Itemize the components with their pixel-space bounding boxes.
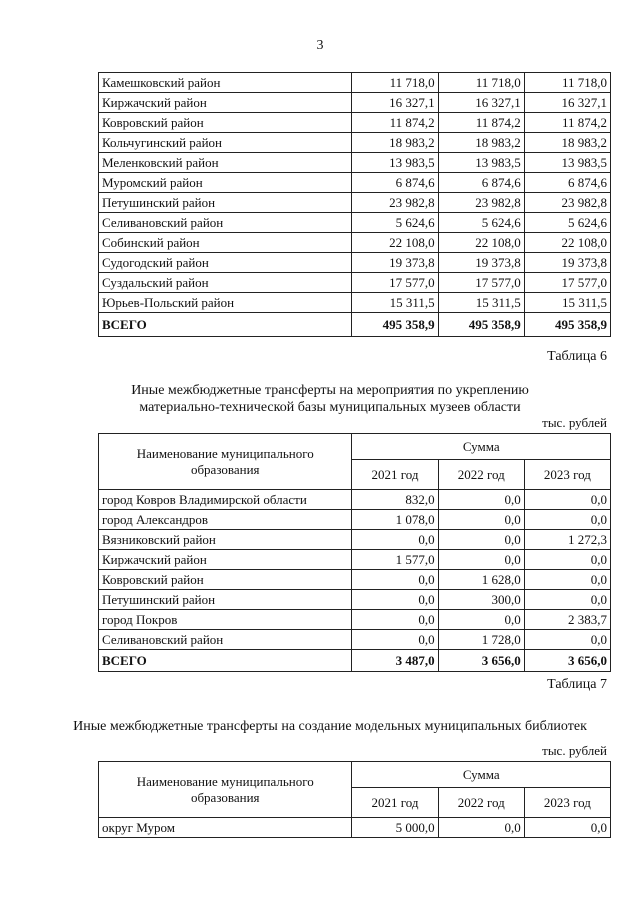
row-name: Селивановский район [99,213,352,233]
value-2023: 3 656,0 [524,650,610,672]
table-row [99,93,611,113]
value-2021: 11 718,0 [352,73,438,93]
value-2022: 0,0 [438,510,524,530]
value-2022: 0,0 [438,818,524,838]
row-name: Собинский район [99,233,352,253]
table6-title [60,382,600,416]
value-2021: 22 108,0 [352,233,438,253]
table-row [99,273,611,293]
value-2021: 13 983,5 [352,153,438,173]
row-name: Петушинский район [99,193,352,213]
value-2021: 17 577,0 [352,273,438,293]
row-name: Ковровский район [99,570,352,590]
table7-header-name: Наименование муниципального образования [99,762,352,818]
value-2022: 495 358,9 [438,313,524,337]
table7-body [99,818,611,838]
value-2021: 1 577,0 [352,550,438,570]
table6 [98,433,611,672]
value-2023: 0,0 [524,630,610,650]
value-2023: 0,0 [524,550,610,570]
row-name: Селивановский район [99,630,352,650]
row-name: Камешковский район [99,73,352,93]
table-row [99,233,611,253]
value-2023: 11 874,2 [524,113,610,133]
value-2022: 1 728,0 [438,630,524,650]
value-2021: 23 982,8 [352,193,438,213]
value-2023: 0,0 [524,570,610,590]
value-2023: 17 577,0 [524,273,610,293]
table-continuation-body [99,73,611,337]
value-2023: 13 983,5 [524,153,610,173]
row-name: округ Муром [99,818,352,838]
table-row [99,818,611,838]
table-row [99,293,611,313]
value-2023: 6 874,6 [524,173,610,193]
value-2022: 6 874,6 [438,173,524,193]
table7 [98,761,611,838]
value-2023: 18 983,2 [524,133,610,153]
value-2021: 832,0 [352,490,438,510]
value-2021: 495 358,9 [352,313,438,337]
value-2021: 6 874,6 [352,173,438,193]
row-name: Меленковский район [99,153,352,173]
value-2023: 0,0 [524,590,610,610]
value-2021: 16 327,1 [352,93,438,113]
table7-header-sum: Сумма [352,762,611,788]
value-2023: 15 311,5 [524,293,610,313]
table-row [99,570,611,590]
table6-title-line2: материально-технической базы муниципальных музеев области [139,400,521,415]
value-2022: 300,0 [438,590,524,610]
row-name: город Покров [99,610,352,630]
value-2021: 18 983,2 [352,133,438,153]
table-continuation [98,72,611,337]
value-2022: 16 327,1 [438,93,524,113]
table-row [99,510,611,530]
value-2023: 22 108,0 [524,233,610,253]
value-2023: 0,0 [524,510,610,530]
value-2022: 11 718,0 [438,73,524,93]
table6-header-2021: 2021 год [352,460,438,490]
row-name: Судогодский район [99,253,352,273]
value-2022: 3 656,0 [438,650,524,672]
value-2021: 11 874,2 [352,113,438,133]
row-name: Вязниковский район [99,530,352,550]
table-row [99,530,611,550]
value-2022: 13 983,5 [438,153,524,173]
table-row [99,113,611,133]
page-number: 3 [316,38,324,53]
table-row [99,550,611,570]
table-row [99,153,611,173]
value-2021: 3 487,0 [352,650,438,672]
value-2021: 19 373,8 [352,253,438,273]
table6-title-line1: Иные межбюджетные трансферты на мероприятия по укреплению [131,383,529,398]
table6-units: тыс. рублей [542,415,607,430]
value-2023: 5 624,6 [524,213,610,233]
table6-header-name: Наименование муниципального образования [99,434,352,490]
value-2021: 15 311,5 [352,293,438,313]
value-2022: 23 982,8 [438,193,524,213]
value-2022: 11 874,2 [438,113,524,133]
value-2022: 19 373,8 [438,253,524,273]
value-2021: 5 000,0 [352,818,438,838]
table6-header-sum: Сумма [352,434,611,460]
table7-header-2022: 2022 год [438,788,524,818]
table-row [99,490,611,510]
table7-title: Иные межбюджетные трансферты на создание модельных муниципальных библиотек [73,719,587,734]
value-2021: 0,0 [352,530,438,550]
row-name: ВСЕГО [99,313,352,337]
row-name: Киржачский район [99,93,352,113]
value-2022: 22 108,0 [438,233,524,253]
value-2022: 0,0 [438,530,524,550]
value-2022: 0,0 [438,550,524,570]
row-name: Ковровский район [99,113,352,133]
value-2023: 11 718,0 [524,73,610,93]
table_cont-total-row [99,313,611,337]
value-2023: 495 358,9 [524,313,610,337]
table-row [99,610,611,630]
table-row [99,173,611,193]
value-2022: 5 624,6 [438,213,524,233]
value-2022: 17 577,0 [438,273,524,293]
value-2023: 0,0 [524,818,610,838]
row-name: ВСЕГО [99,650,352,672]
row-name: Муромский район [99,173,352,193]
value-2022: 1 628,0 [438,570,524,590]
value-2023: 16 327,1 [524,93,610,113]
value-2023: 0,0 [524,490,610,510]
table7-caption: Таблица 7 [547,677,607,692]
value-2021: 1 078,0 [352,510,438,530]
value-2022: 0,0 [438,490,524,510]
table6-caption: Таблица 6 [547,349,607,364]
value-2023: 1 272,3 [524,530,610,550]
value-2021: 0,0 [352,590,438,610]
table6-total-row [99,650,611,672]
table-row [99,590,611,610]
value-2022: 0,0 [438,610,524,630]
value-2021: 0,0 [352,630,438,650]
value-2023: 2 383,7 [524,610,610,630]
table-row [99,133,611,153]
table7-header-2023: 2023 год [524,788,610,818]
table-row [99,253,611,273]
value-2022: 18 983,2 [438,133,524,153]
table-row [99,630,611,650]
table7-units: тыс. рублей [542,743,607,758]
table-row [99,193,611,213]
row-name: Юрьев-Польский район [99,293,352,313]
row-name: Кольчугинский район [99,133,352,153]
row-name: Суздальский район [99,273,352,293]
row-name: город Ковров Владимирской области [99,490,352,510]
table6-header-2022: 2022 год [438,460,524,490]
value-2023: 23 982,8 [524,193,610,213]
value-2022: 15 311,5 [438,293,524,313]
value-2023: 19 373,8 [524,253,610,273]
table6-header-2023: 2023 год [524,460,610,490]
value-2021: 0,0 [352,570,438,590]
table-row [99,213,611,233]
row-name: Петушинский район [99,590,352,610]
table-row [99,73,611,93]
value-2021: 5 624,6 [352,213,438,233]
row-name: Киржачский район [99,550,352,570]
row-name: город Александров [99,510,352,530]
table7-header-2021: 2021 год [352,788,438,818]
value-2021: 0,0 [352,610,438,630]
table6-body [99,490,611,672]
